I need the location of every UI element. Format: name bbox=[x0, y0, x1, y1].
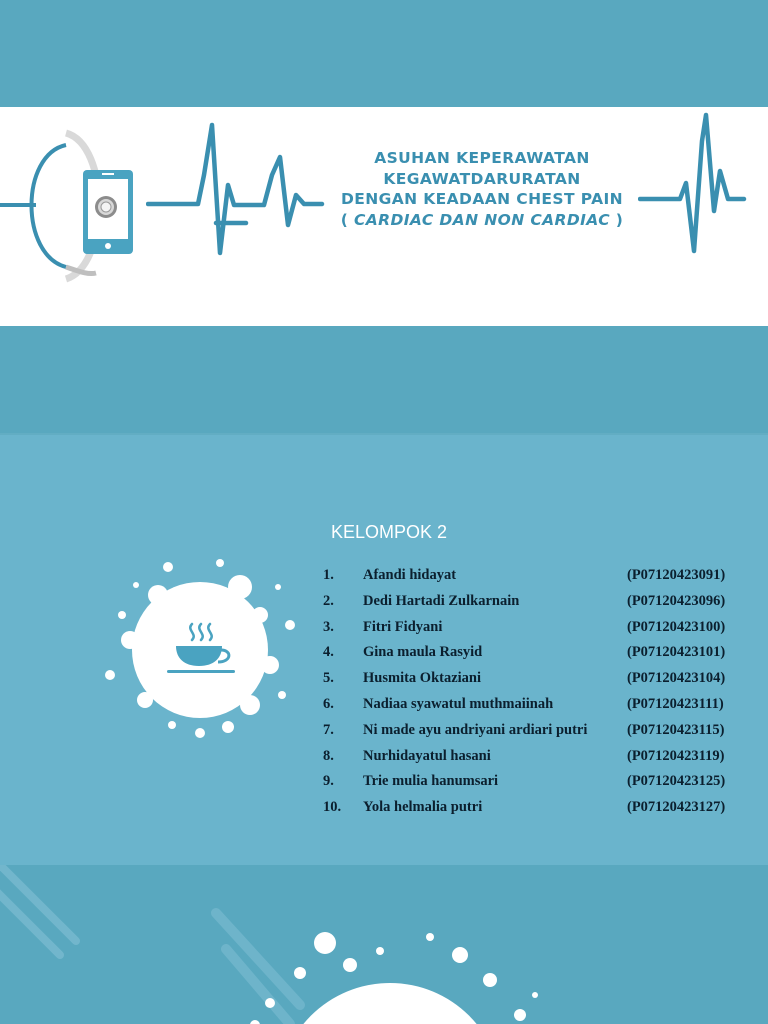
member-number: 7. bbox=[323, 721, 334, 738]
slide-title bbox=[322, 148, 642, 230]
member-name: Nadiaa syawatul muthmaiinah bbox=[363, 695, 554, 712]
list-item bbox=[323, 591, 743, 617]
member-number: 3. bbox=[323, 618, 334, 635]
coffee-cup-icon bbox=[164, 620, 238, 678]
member-number: 4. bbox=[323, 644, 334, 661]
member-name: Ni made ayu andriyani ardiari putri bbox=[363, 721, 588, 738]
member-name: Gina maula Rasyid bbox=[363, 644, 483, 661]
member-number: 6. bbox=[323, 695, 334, 712]
member-nim: (P07120423091) bbox=[627, 567, 726, 583]
member-nim: (P07120423127) bbox=[627, 799, 726, 816]
member-name: Trie mulia hanumsari bbox=[363, 773, 499, 790]
member-name: Dedi Hartadi Zulkarnain bbox=[363, 592, 520, 609]
heartbeat-line-icon bbox=[146, 115, 326, 265]
list-item bbox=[323, 720, 743, 746]
member-nim: (P07120423096) bbox=[627, 592, 726, 609]
title-line: KEGAWATDARURATAN bbox=[383, 169, 581, 188]
paint-splash-icon bbox=[230, 925, 550, 1024]
member-nim: (P07120423125) bbox=[627, 773, 726, 790]
list-item bbox=[323, 565, 743, 591]
member-number: 2. bbox=[323, 592, 334, 609]
member-number: 8. bbox=[323, 747, 334, 764]
list-item bbox=[323, 668, 743, 694]
list-item bbox=[323, 617, 743, 643]
member-number: 5. bbox=[323, 670, 334, 687]
slide3 bbox=[0, 865, 768, 1024]
member-name: Fitri Fidyani bbox=[363, 618, 443, 635]
slide1-bottom-bar bbox=[0, 326, 768, 433]
group-title: KELOMPOK 2 bbox=[331, 522, 448, 542]
list-item bbox=[323, 746, 743, 772]
heartbeat-line-icon bbox=[638, 111, 748, 261]
list-item bbox=[323, 797, 743, 823]
list-item bbox=[323, 771, 743, 797]
member-nim: (P07120423100) bbox=[627, 618, 726, 635]
list-item bbox=[323, 694, 743, 720]
subtitle-open: ( bbox=[340, 210, 354, 229]
subtitle-text: CARDIAC DAN NON CARDIAC bbox=[353, 210, 610, 229]
member-number: 10. bbox=[323, 799, 342, 816]
member-nim: (P07120423104) bbox=[627, 670, 726, 687]
member-name: Nurhidayatul hasani bbox=[363, 747, 491, 764]
title-subtitle bbox=[322, 210, 642, 231]
member-nim: (P07120423115) bbox=[627, 721, 725, 738]
list-item bbox=[323, 642, 743, 668]
member-name: Husmita Oktaziani bbox=[363, 670, 482, 687]
member-nim: (P07120423101) bbox=[627, 644, 726, 661]
member-number: 9. bbox=[323, 773, 334, 790]
member-name: Yola helmalia putri bbox=[363, 799, 483, 816]
title-line: ASUHAN KEPERAWATAN bbox=[374, 149, 590, 167]
member-name: Afandi hidayat bbox=[363, 567, 457, 583]
title-line: DENGAN KEADAAN CHEST PAIN bbox=[340, 190, 624, 208]
member-nim: (P07120423111) bbox=[627, 695, 724, 712]
member-list bbox=[323, 565, 743, 823]
smartphone-icon bbox=[82, 169, 134, 255]
member-number: 1. bbox=[323, 567, 334, 583]
member-nim: (P07120423119) bbox=[627, 747, 725, 764]
subtitle-close: ) bbox=[610, 210, 624, 229]
slide1-top-bar bbox=[0, 0, 768, 107]
